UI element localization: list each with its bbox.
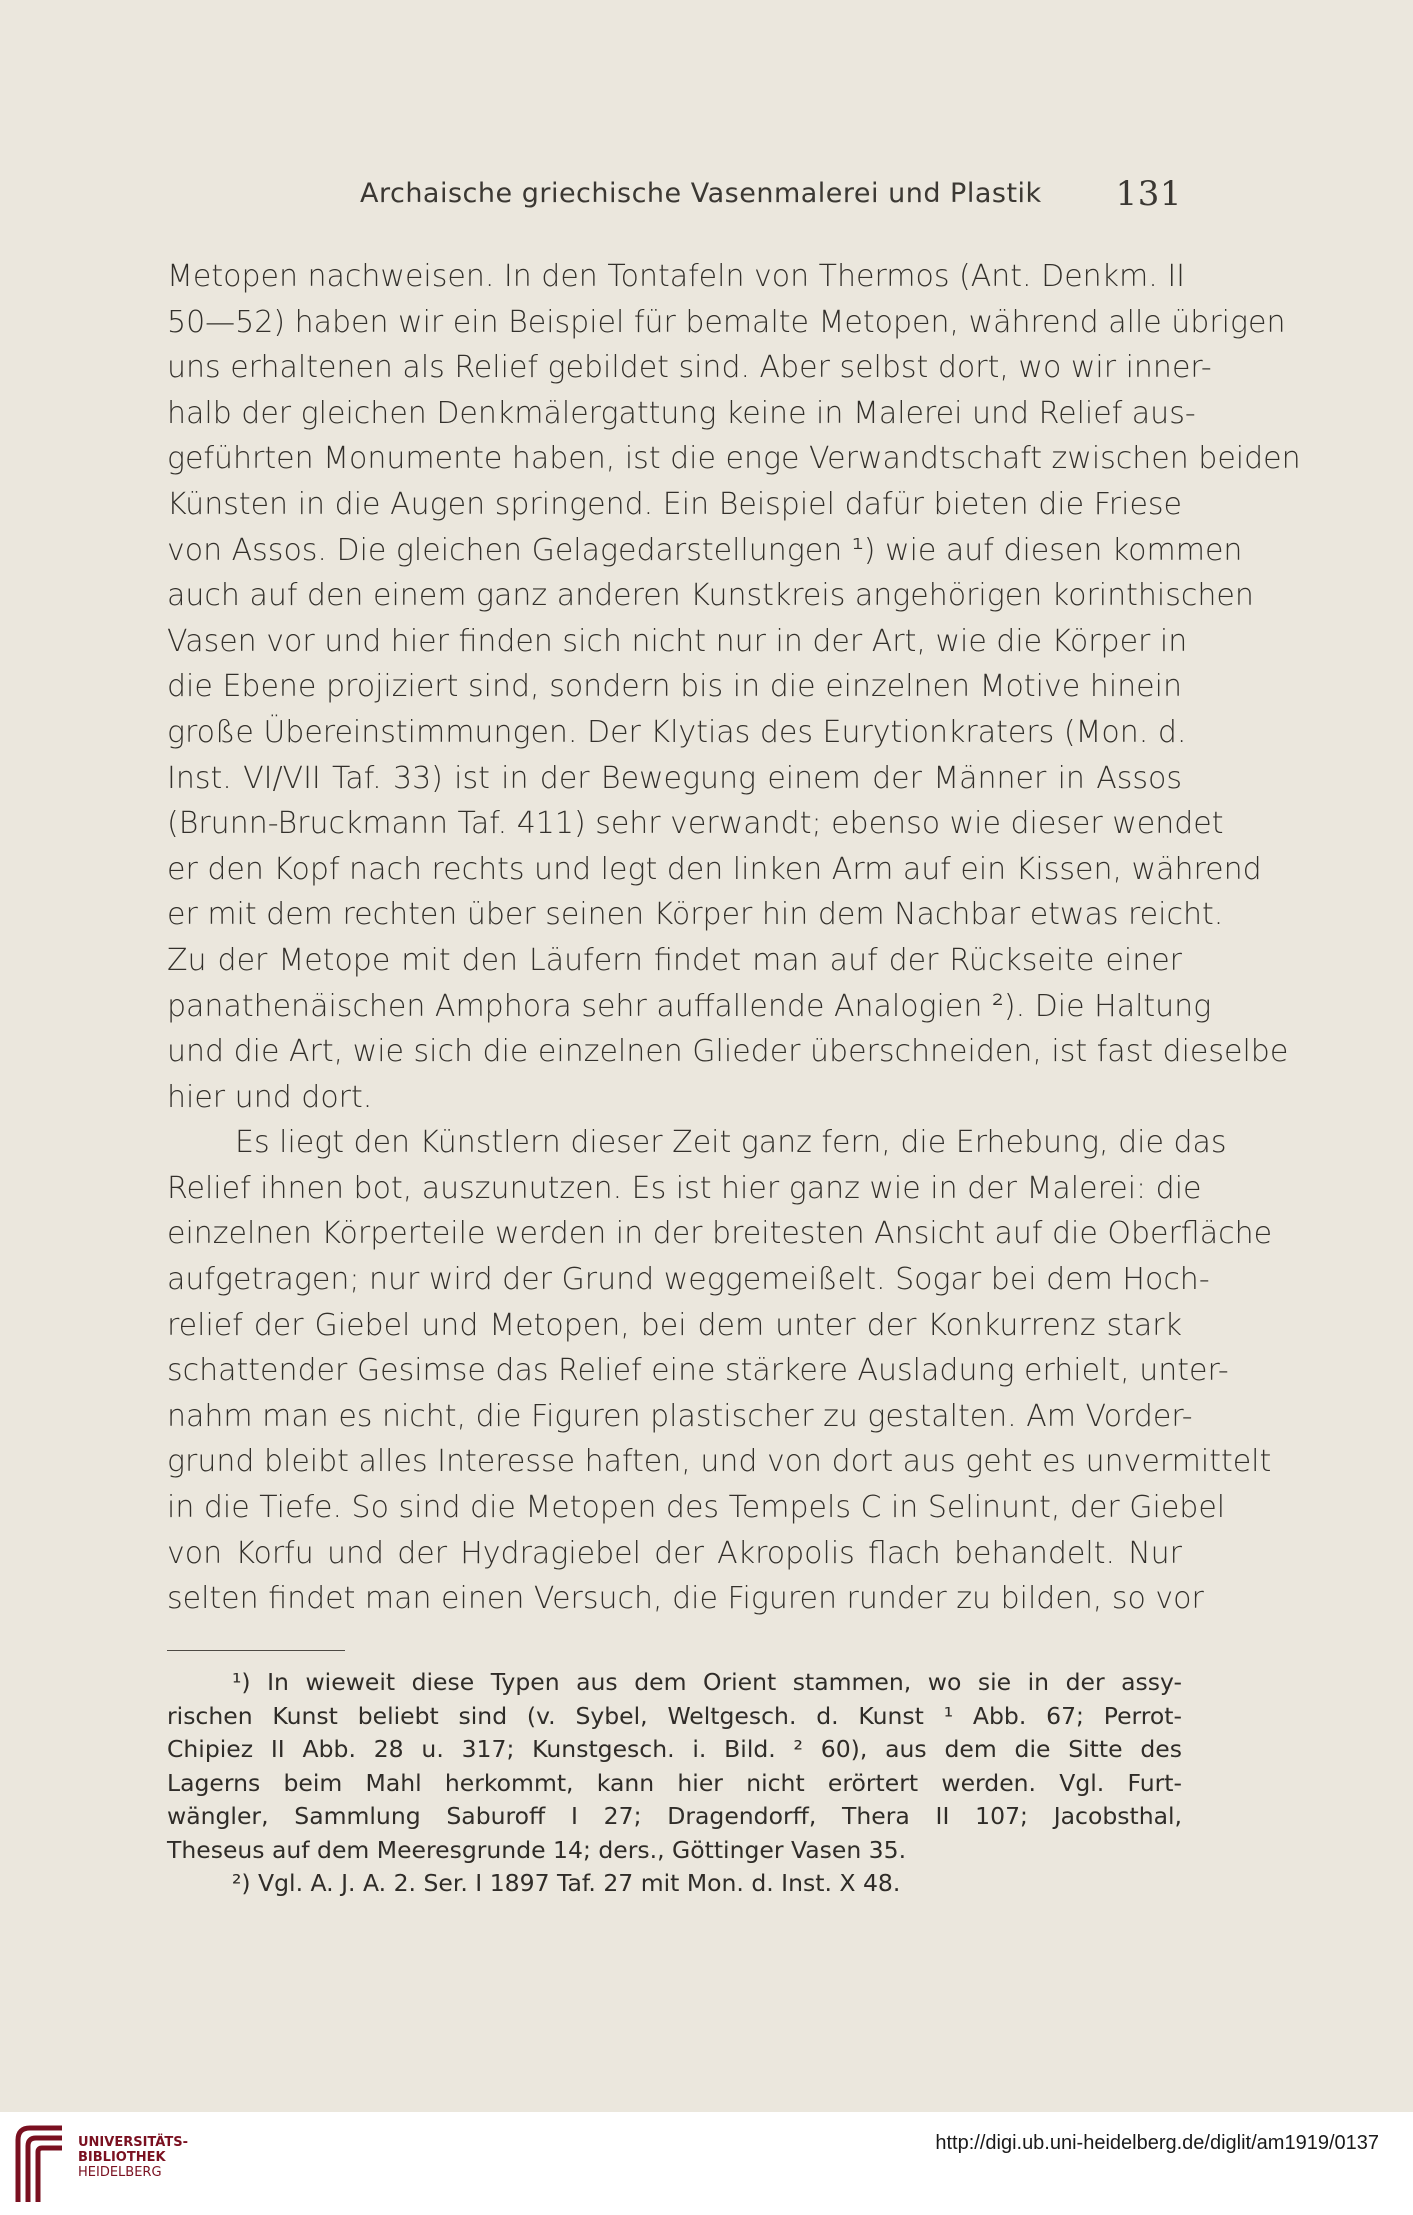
text-line: nahm man es nicht, die Figuren plastischer zu gestalten. Am Vorder- — [167, 1398, 1193, 1434]
text-line: grund bleibt alles Interesse haften, und von dort aus geht es unvermittelt — [167, 1444, 1272, 1480]
text-line: er mit dem rechten über seinen Körper hin dem Nachbar etwas reicht. — [167, 897, 1224, 933]
footnote-rule — [167, 1650, 345, 1651]
source-url[interactable]: http://digi.ub.uni-heidelberg.de/diglit/am1919/0137 — [935, 2132, 1379, 2154]
text-line: die Ebene projiziert sind, sondern bis in die einzelnen Motive hinein — [167, 669, 1182, 705]
text-line: 50—52) haben wir ein Beispiel für bemalte Metopen, während alle übrigen — [167, 304, 1286, 340]
text-line: und die Art, wie sich die einzelnen Glieder überschneiden, ist fast dieselbe — [167, 1034, 1289, 1070]
text-line: Relief ihnen bot, auszunutzen. Es ist hier ganz wie in der Malerei: die — [167, 1170, 1202, 1206]
text-line: auch auf den einem ganz anderen Kunstkreis angehörigen korinthischen — [167, 578, 1254, 614]
text-line: relief der Giebel und Metopen, bei dem unter der Konkurrenz stark — [167, 1307, 1182, 1343]
footnote-line: Chipiez II Abb. 28 u. 317; Kunstgesch. i. Bild. ² 60), aus dem die Sitte des — [167, 1735, 1182, 1763]
footnote-line: wängler, Sammlung Saburoff I 27; Dragendorff, Thera II 107; Jacobsthal, — [167, 1802, 1182, 1830]
library-logo-icon — [10, 2122, 70, 2206]
viewer-footer — [0, 2112, 1413, 2215]
text-line: große Übereinstimmungen. Der Klytias des Eurytionkraters (Mon. d. — [167, 714, 1187, 750]
footnote-line: rischen Kunst beliebt sind (v. Sybel, Weltgesch. d. Kunst ¹ Abb. 67; Perrot- — [167, 1701, 1182, 1730]
text-line: von Korfu und der Hydragiebel der Akropolis flach behandelt. Nur — [167, 1535, 1182, 1571]
text-line: selten findet man einen Versuch, die Figuren runder zu bilden, so vor — [167, 1581, 1204, 1617]
footnotes — [167, 1666, 1182, 1901]
footnote-line: Lagerns beim Mahl herkommt, kann hier nicht erörtert werden. Vgl. Furt- — [167, 1768, 1182, 1797]
text-line: Künsten in die Augen springend. Ein Beispiel dafür bieten die Friese — [167, 486, 1182, 522]
text-line: halb der gleichen Denkmälergattung keine in Malerei und Relief aus- — [167, 395, 1196, 431]
text-line: Es liegt den Künstlern dieser Zeit ganz fern, die Erhebung, die das — [235, 1125, 1227, 1161]
body-text — [167, 254, 1301, 1622]
text-line: Metopen nachweisen. In den Tontafeln von Thermos (Ant. Denkm. II — [167, 259, 1186, 294]
text-line: er den Kopf nach rechts und legt den linken Arm auf ein Kissen, während — [167, 851, 1262, 887]
text-line: (Brunn-Bruckmann Taf. 411) sehr verwandt; ebenso wie dieser wendet — [167, 806, 1224, 842]
text-line: Inst. VI/VII Taf. 33) ist in der Bewegung einem der Männer in Assos — [167, 760, 1182, 796]
library-name-line: BIBLIOTHEK — [78, 2150, 166, 2165]
text-line: schattender Gesimse das Relief eine stärkere Ausladung erhielt, unter- — [167, 1353, 1229, 1389]
text-line: in die Tiefe. So sind die Metopen des Tempels C in Selinunt, der Giebel — [167, 1490, 1226, 1526]
text-line: panathenäischen Amphora sehr auffallende Analogien ²). Die Haltung — [167, 988, 1212, 1024]
library-name-line: UNIVERSITÄTS- — [78, 2135, 188, 2150]
library-name-line: HEIDELBERG — [78, 2165, 162, 2180]
text-line: von Assos. Die gleichen Gelagedarstellungen ¹) wie auf diesen kommen — [167, 532, 1243, 568]
text-line: uns erhaltenen als Relief gebildet sind. Aber selbst dort, wo wir inner- — [167, 350, 1212, 386]
running-title: Archaische griechische Vasenmalerei und Plastik — [360, 178, 1042, 209]
text-line: einzelnen Körperteile werden in der breitesten Ansicht auf die Oberfläche — [167, 1216, 1273, 1252]
page-number: 131 — [1115, 174, 1182, 214]
text-line: geführten Monumente haben, ist die enge Verwandtschaft zwischen beiden — [167, 441, 1301, 477]
text-line: aufgetragen; nur wird der Grund weggemeißelt. Sogar bei dem Hoch- — [167, 1262, 1210, 1298]
footnote-line: ¹) In wieweit diese Typen aus dem Orient stammen, wo sie in der assy- — [232, 1668, 1182, 1696]
text-line: hier und dort. — [167, 1079, 373, 1115]
library-name — [78, 2135, 188, 2180]
text-line: Vasen vor und hier finden sich nicht nur in der Art, wie die Körper in — [167, 623, 1188, 659]
footnote-line: ²) Vgl. A. J. A. 2. Ser. I 1897 Taf. 27 mit Mon. d. Inst. X 48. — [232, 1869, 901, 1897]
text-line: Zu der Metope mit den Läufern findet man auf der Rückseite einer — [167, 942, 1182, 978]
footnote-line: Theseus auf dem Meeresgrunde 14; ders., Göttinger Vasen 35. — [167, 1835, 907, 1864]
